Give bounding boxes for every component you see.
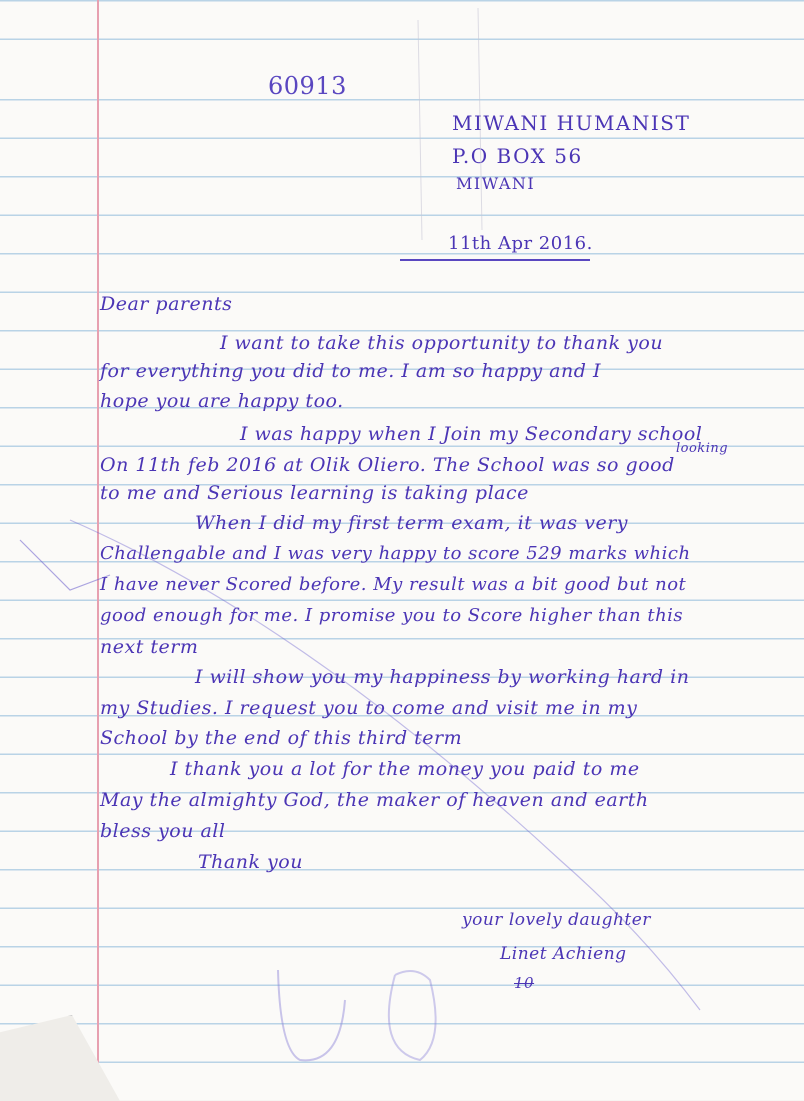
body-line: Challengable and I was very happy to score 529 marks which [100,543,691,564]
inserted-word: looking [676,441,729,456]
body-line: for everything you did to me. I am so happy and I [100,360,601,382]
signoff: your lovely daughter [462,910,651,930]
body-line: my Studies. I request you to come and visit me in my [100,697,638,719]
signature: Linet Achieng [500,944,627,964]
body-line: good enough for me. I promise you to Score higher than this [100,605,684,626]
address-line-2: P.O BOX 56 [452,144,583,168]
body-line: I want to take this opportunity to thank you [220,332,664,354]
body-line: I have never Scored before. My result was a bit good but not [100,574,687,595]
letter-date: 11th Apr 2016. [448,233,593,254]
body-line: I will show you my happiness by working hard in [195,666,690,688]
address-line-1: MIWANI HUMANIST [452,111,691,135]
body-line: May the almighty God, the maker of heaven and earth [100,789,649,811]
body-line: On 11th feb 2016 at Olik Oliero. The School was so good [100,454,675,476]
crossed-mark: 10 [514,974,535,992]
body-line: bless you all [100,820,226,842]
body-line: I thank you a lot for the money you paid to me [170,758,640,780]
body-line: next term [100,636,199,658]
body-line: to me and Serious learning is taking place [100,482,529,504]
address-line-3: MIWANI [456,174,536,193]
salutation: Dear parents [100,293,233,315]
date-underline [400,259,590,261]
body-line: When I did my first term exam, it was very [195,512,629,534]
folded-corner [0,1015,120,1101]
body-line: hope you are happy too. [100,390,344,412]
margin-line [97,0,99,1100]
body-line: I was happy when I Join my Secondary school [240,423,703,445]
closing: Thank you [198,851,303,873]
reference-number: 60913 [268,72,347,100]
body-line: School by the end of this third term [100,727,463,749]
